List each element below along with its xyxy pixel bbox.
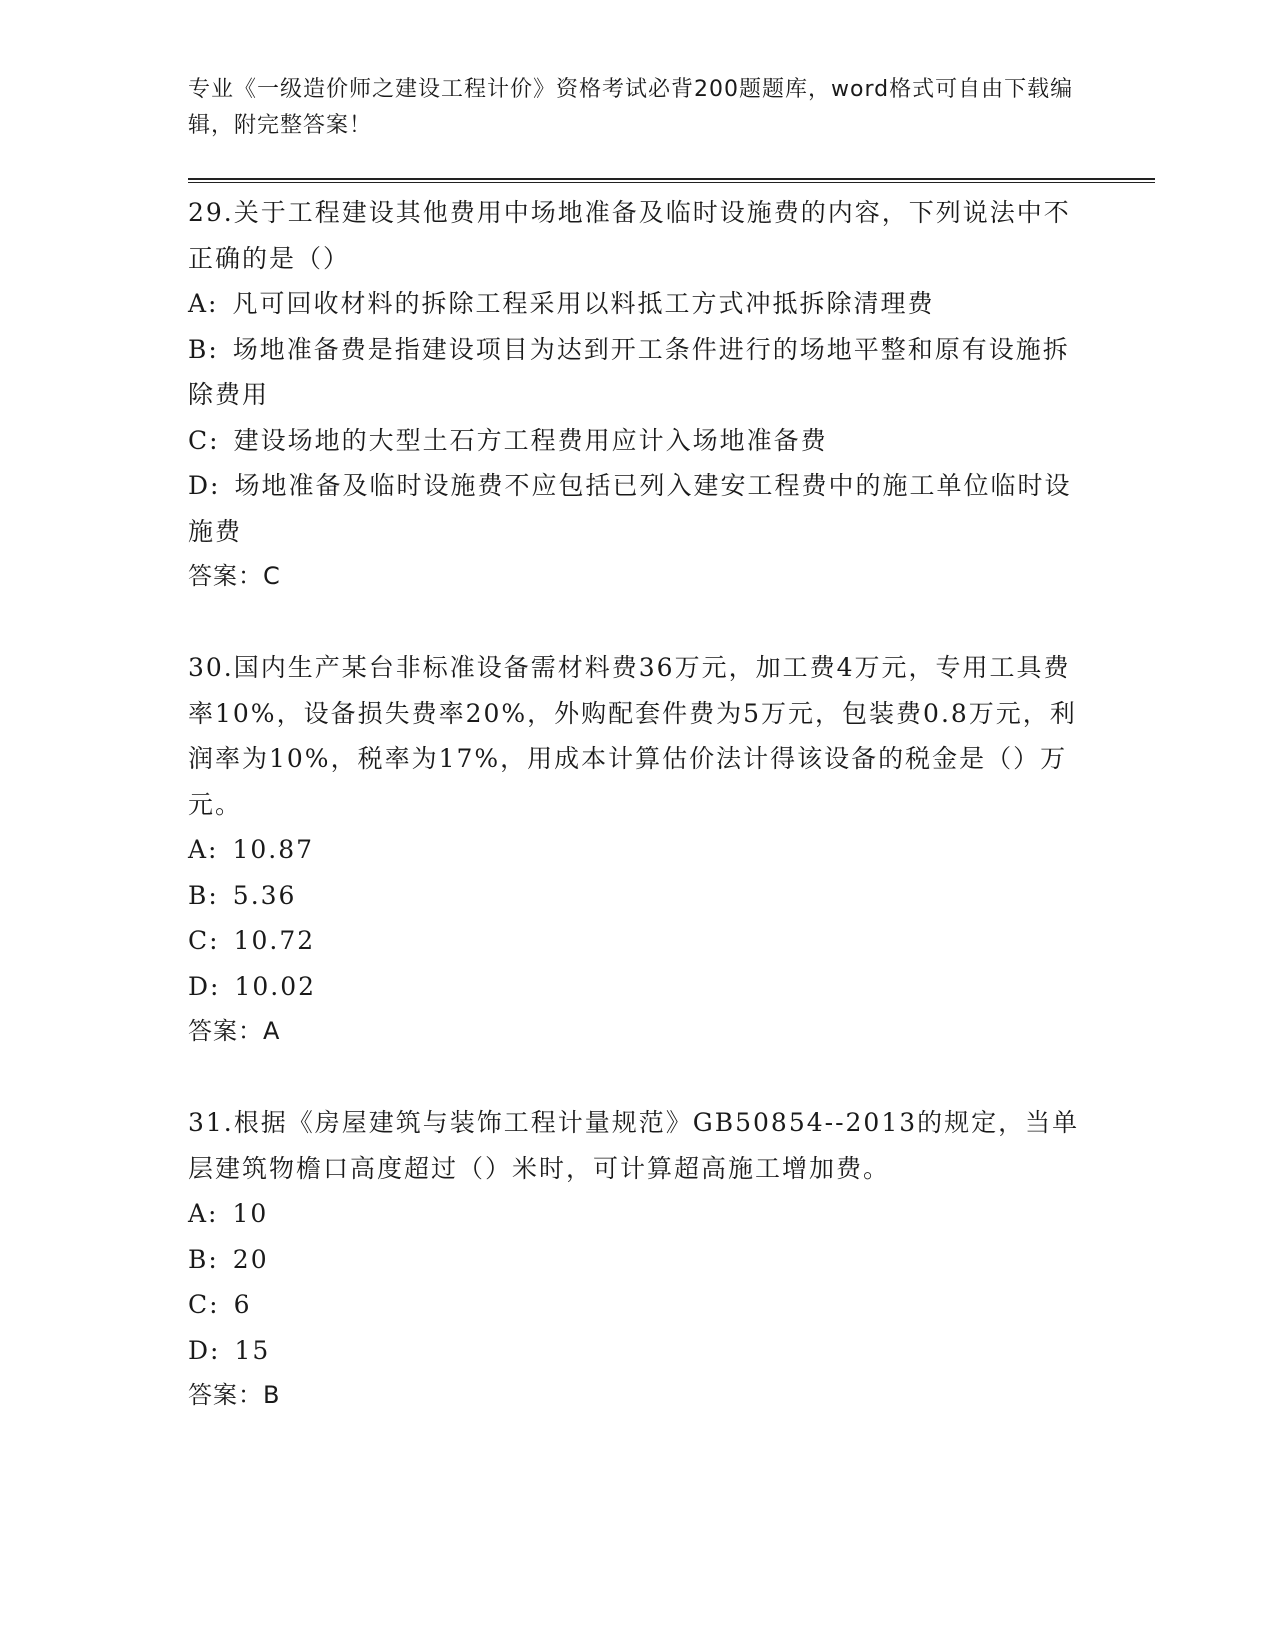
- option-letter: C:: [188, 926, 220, 955]
- option-text: 15: [234, 1335, 271, 1365]
- option-b: [188, 873, 1088, 919]
- option-a: [188, 281, 1088, 327]
- option-c: [188, 918, 1088, 964]
- option-letter: D:: [188, 971, 221, 1001]
- answer-line: 答案：B: [188, 1381, 281, 1409]
- option-d: [188, 1328, 1088, 1374]
- question-31: [188, 1100, 1088, 1419]
- option-text: 20: [232, 1244, 269, 1274]
- option-b: [188, 327, 1088, 418]
- option-text: 场地准备及临时设施费不应包括已列入建安工程费中的施工单位临时设施费: [188, 471, 1072, 546]
- document-header: 专业《一级造价师之建设工程计价》资格考试必背200题题库，word格式可自由下载编辑，附完整答案！: [188, 77, 1074, 138]
- question-29: [188, 190, 1088, 600]
- option-c: [188, 1282, 1088, 1328]
- option-d: [188, 964, 1088, 1010]
- option-letter: C:: [188, 1290, 220, 1319]
- option-text: 建设场地的大型土石方工程费用应计入场地准备费: [233, 425, 828, 455]
- option-letter: B:: [188, 334, 219, 364]
- question-list: [188, 190, 1088, 1419]
- option-text: 10.72: [233, 926, 316, 955]
- option-b: [188, 1237, 1088, 1283]
- option-letter: B:: [188, 880, 219, 910]
- option-letter: A:: [188, 1199, 219, 1228]
- question-text: 29.关于工程建设其他费用中场地准备及临时设施费的内容，下列说法中不正确的是（）: [188, 198, 1071, 273]
- question-spacer: [188, 1055, 1088, 1101]
- option-text: 10.02: [234, 971, 317, 1001]
- question-30: [188, 645, 1088, 1055]
- option-text: 场地准备费是指建设项目为达到开工条件进行的场地平整和原有设施拆除费用: [188, 334, 1070, 409]
- answer-line: 答案：C: [188, 562, 281, 590]
- option-letter: D:: [188, 1335, 221, 1365]
- answer-line: 答案：A: [188, 1017, 281, 1045]
- option-text: 凡可回收材料的拆除工程采用以料抵工方式冲抵拆除清理费: [232, 289, 935, 318]
- option-text: 5.36: [232, 880, 297, 910]
- header-divider: [188, 178, 1155, 184]
- option-text: 6: [233, 1290, 252, 1319]
- option-letter: A:: [188, 289, 219, 318]
- question-text: 31.根据《房屋建筑与装饰工程计量规范》GB50854--2013的规定，当单层建筑物檐口高度超过（）米时，可计算超高施工增加费。: [188, 1108, 1080, 1183]
- divider-thick-line: [188, 178, 1155, 180]
- option-c: [188, 418, 1088, 464]
- divider-thin-line: [188, 182, 1155, 183]
- option-text: 10.87: [232, 835, 315, 864]
- option-letter: D:: [188, 471, 221, 500]
- option-d: [188, 463, 1088, 554]
- option-a: [188, 827, 1088, 873]
- option-letter: C:: [188, 425, 220, 455]
- option-letter: B:: [188, 1244, 219, 1274]
- question-text: 30.国内生产某台非标准设备需材料费36万元，加工费4万元，专用工具费率10%，设备损失费率20%，外购配套件费为5万元，包装费0.8万元，利润率为10%，税率为17%，用成本计算估价法计得该设备的税金是（）万元。: [188, 653, 1077, 819]
- option-text: 10: [232, 1199, 269, 1228]
- question-spacer: [188, 600, 1088, 646]
- option-a: [188, 1191, 1088, 1237]
- option-letter: A:: [188, 835, 219, 864]
